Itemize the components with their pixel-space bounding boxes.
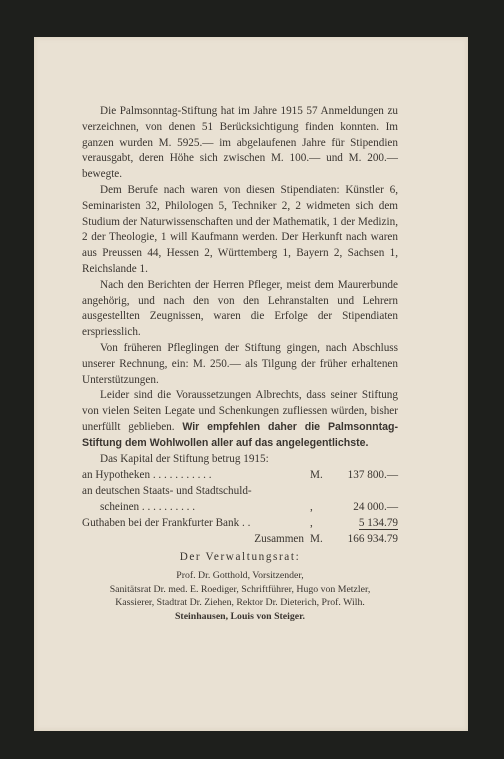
capital-row-label: an deutschen Staats- und Stadtschuld- bbox=[82, 485, 252, 498]
table-row bbox=[82, 516, 398, 532]
capital-table bbox=[82, 468, 398, 547]
paragraph-applications: Die Palmsonntag-Stiftung hat im Jahre 1915 57 Anmeldungen zu verzeichnen, von denen 51 Berücksichtigung finden konnten. Im ganzen wurden M. 5925.— im abgelaufenen Jahre für Stipendien verausgabt, deren Höhe sich zwischen M. 100.— und M. 200.— bewegte. bbox=[82, 105, 398, 181]
board-line: Sanitätsrat Dr. med. E. Roediger, Schriftführer, Hugo von Metzler, bbox=[109, 583, 371, 595]
capital-row-currency: , bbox=[310, 516, 313, 529]
board-line: Kassierer, Stadtrat Dr. Ziehen, Rektor Dr. Dieterich, Prof. Wilh. bbox=[115, 597, 365, 608]
capital-row-amount: 5 134.79 bbox=[358, 516, 398, 529]
appeal-text: Leider sind die Voraussetzungen Albrechts, dass seiner Stiftung von vielen Seiten Legate und Schenkungen zufliessen würden, bisher unerfüllt geblieben. bbox=[82, 389, 398, 433]
capital-row-amount: 137 800.— bbox=[347, 469, 398, 482]
capital-row-currency: , bbox=[310, 500, 313, 513]
total-amount: 166 934.79 bbox=[347, 532, 398, 545]
board-section bbox=[82, 551, 398, 623]
total-row bbox=[82, 532, 398, 548]
table-row bbox=[82, 500, 398, 516]
table-row bbox=[82, 484, 398, 500]
capital-intro: Das Kapital der Stiftung betrug 1915: bbox=[100, 452, 269, 465]
capital-row-currency: M. bbox=[310, 469, 323, 482]
capital-row-amount bbox=[328, 484, 398, 500]
capital-row-label: scheinen . . . . . . . . . . bbox=[100, 500, 196, 513]
paragraph-reports: Nach den Berichten der Herren Pfleger, meist dem Maurerbunde angehörig, und nach den von den Lehranstalten und Lehrern ausgestellten Zeugnissen, waren die Erfolge der Stipendiaten erspriesslich. bbox=[82, 278, 398, 339]
capital-row-amount: 24 000.— bbox=[353, 500, 398, 513]
capital-row-label: an Hypotheken . . . . . . . . . . . bbox=[82, 469, 212, 482]
document-body bbox=[82, 104, 398, 547]
total-currency: M. bbox=[310, 532, 323, 545]
board-line: Steinhausen, Louis von Steiger. bbox=[174, 610, 306, 622]
paragraph-appeal bbox=[82, 388, 398, 451]
board-line: Prof. Dr. Gotthold, Vorsitzender, bbox=[176, 570, 304, 581]
table-row bbox=[82, 468, 398, 484]
board-heading: Der Verwaltungsrat: bbox=[179, 551, 301, 563]
paragraph-repayments: Von früheren Pfleglingen der Stiftung gingen, nach Abschluss unserer Rechnung, ein: M. 250.— als Tilgung der früher erhaltenen Unterstützungen. bbox=[82, 341, 398, 386]
capital-row-label: Guthaben bei der Frankfurter Bank . . bbox=[82, 516, 251, 529]
total-label: Zusammen bbox=[254, 532, 304, 545]
capital-row-currency bbox=[310, 484, 328, 500]
appeal-bold-text: Wir empfehlen daher die Palmsonntag-Stiftung dem Wohlwollen aller auf das angelegentlichste. bbox=[82, 420, 399, 449]
paragraph-professions: Dem Berufe nach waren von diesen Stipendiaten: Künstler 6, Seminaristen 32, Philologen 5, Techniker 2, 2 widmeten sich dem Studium der Naturwissenschaften und der Mathematik, 1 der Medizin, 2 der Theologie, 1 will Kaufmann werden. Der Herkunft nach waren aus Preussen 44, Hessen 2, Württemberg 1, Bayern 2, Sachsen 1, Reichslande 1. bbox=[82, 183, 398, 275]
